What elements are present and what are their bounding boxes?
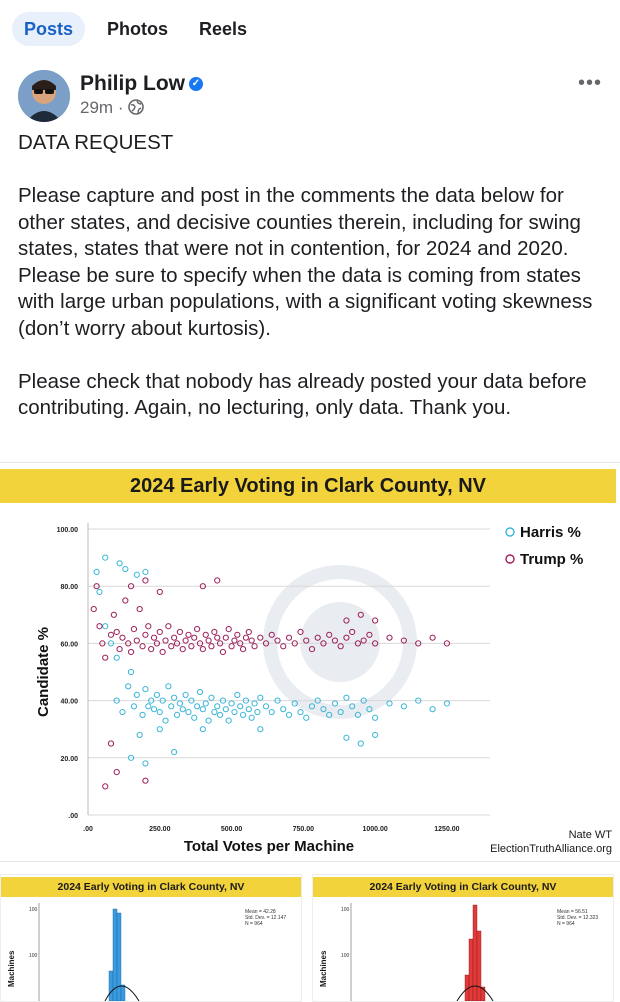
trump-point <box>169 644 174 649</box>
histogram-left-stat-sd: Std. Dev. = 12.147 <box>245 915 287 921</box>
trump-point <box>226 627 231 632</box>
trump-point <box>149 647 154 652</box>
trump-point <box>177 629 182 634</box>
trump-point <box>123 598 128 603</box>
trump-point <box>128 649 133 654</box>
harris-point <box>200 707 205 712</box>
harris-point <box>137 732 142 737</box>
harris-point <box>163 718 168 723</box>
harris-point <box>269 709 274 714</box>
y-tick-label: .00 <box>68 813 78 820</box>
histogram-left-plot <box>1 875 301 1001</box>
post-time[interactable]: 29m <box>80 98 114 117</box>
harris-point <box>344 735 349 740</box>
chart-credit: Nate WT <box>568 829 612 841</box>
trump-point <box>235 632 240 637</box>
harris-point <box>166 684 171 689</box>
harris-point <box>186 709 191 714</box>
harris-point <box>238 704 243 709</box>
legend-label-trump: Trump % <box>520 551 584 568</box>
harris-point <box>172 749 177 754</box>
harris-point <box>281 707 286 712</box>
trump-point <box>430 635 435 640</box>
trump-point <box>232 638 237 643</box>
trump-point <box>143 778 148 783</box>
harris-point <box>172 695 177 700</box>
harris-point <box>200 727 205 732</box>
harris-point <box>180 707 185 712</box>
trump-point <box>192 635 197 640</box>
harris-point <box>195 704 200 709</box>
histogram-right-bars <box>465 905 485 1001</box>
harris-point <box>120 709 125 714</box>
trump-point <box>114 770 119 775</box>
harris-point <box>157 727 162 732</box>
harris-point <box>373 732 378 737</box>
harris-point <box>255 709 260 714</box>
harris-point <box>192 715 197 720</box>
histogram-right-ylabel: Machines <box>319 950 328 987</box>
trump-point <box>117 647 122 652</box>
trump-point <box>143 578 148 583</box>
trump-point <box>387 635 392 640</box>
y-tick-label: 100.00 <box>56 527 78 534</box>
harris-point <box>258 727 263 732</box>
histogram-right-stat-sd: Std. Dev. = 12.323 <box>557 915 599 921</box>
author-name[interactable] <box>80 72 203 96</box>
trump-point <box>281 644 286 649</box>
trump-point <box>206 638 211 643</box>
x-tick-label: 1000.00 <box>362 826 388 833</box>
harris-point <box>146 704 151 709</box>
harris-point <box>217 712 222 717</box>
harris-point <box>103 555 108 560</box>
legend-marker-harris <box>506 528 514 536</box>
trump-point <box>286 635 291 640</box>
trump-point <box>157 589 162 594</box>
histogram-right-stat-mean: Mean = 56.51 <box>557 909 588 915</box>
harris-point <box>143 687 148 692</box>
trump-point <box>103 784 108 789</box>
hist-bar <box>477 931 481 1001</box>
trump-point <box>103 655 108 660</box>
harris-point <box>143 569 148 574</box>
harris-point <box>209 695 214 700</box>
histogram-right-title: 2024 Early Voting in Clark County, NV <box>313 877 613 897</box>
trump-point <box>215 578 220 583</box>
scatter-plot <box>0 507 616 857</box>
avatar-image <box>18 70 70 122</box>
hist-bar <box>473 905 477 1001</box>
tab-reels[interactable]: Reels <box>199 19 248 39</box>
trump-point <box>157 629 162 634</box>
x-tick-label: 250.00 <box>149 826 171 833</box>
harris-point <box>103 624 108 629</box>
legend-label-harris: Harris % <box>520 524 581 541</box>
trump-point <box>258 635 263 640</box>
harris-point <box>215 704 220 709</box>
trump-point <box>195 627 200 632</box>
globe-icon <box>128 99 144 115</box>
trump-point <box>143 632 148 637</box>
x-tick-label: 1250.00 <box>434 826 460 833</box>
harris-point <box>212 709 217 714</box>
harris-point <box>117 561 122 566</box>
histogram-right-ytick-top: 100 <box>341 907 350 913</box>
histogram-right-image[interactable] <box>312 874 614 1002</box>
harris-point <box>430 707 435 712</box>
harris-point <box>252 701 257 706</box>
harris-point <box>154 692 159 697</box>
tab-photos[interactable]: Photos <box>107 19 168 39</box>
x-tick-label: .00 <box>83 826 93 833</box>
post-meta <box>80 98 144 118</box>
trump-point <box>240 647 245 652</box>
hist-bar <box>121 985 125 1001</box>
harris-point <box>235 692 240 697</box>
trump-point <box>120 635 125 640</box>
trump-point <box>252 644 257 649</box>
harris-point <box>358 741 363 746</box>
harris-point <box>401 704 406 709</box>
harris-point <box>203 701 208 706</box>
trump-point <box>140 644 145 649</box>
trump-point <box>183 638 188 643</box>
trump-point <box>91 606 96 611</box>
x-tick-label: 500.00 <box>220 826 243 833</box>
y-axis-label: Candidate % <box>35 626 52 718</box>
harris-point <box>223 707 228 712</box>
trump-point <box>166 624 171 629</box>
trump-point <box>151 635 156 640</box>
harris-point <box>114 655 119 660</box>
trump-point <box>203 632 208 637</box>
trump-point <box>146 624 151 629</box>
trump-point <box>200 647 205 652</box>
meta-separator: · <box>117 98 124 117</box>
harris-point <box>94 569 99 574</box>
harris-point <box>131 704 136 709</box>
harris-point <box>258 695 263 700</box>
y-tick-label: 20.00 <box>60 755 78 763</box>
trump-point <box>223 635 228 640</box>
trump-point <box>108 741 113 746</box>
harris-point <box>140 712 145 717</box>
trump-point <box>243 635 248 640</box>
author-name-text[interactable]: Philip Low <box>80 72 185 95</box>
harris-point <box>177 701 182 706</box>
harris-point <box>387 701 392 706</box>
harris-point <box>263 704 268 709</box>
harris-point <box>143 761 148 766</box>
post-header <box>0 58 620 128</box>
trump-point <box>137 606 142 611</box>
harris-point <box>174 712 179 717</box>
harris-point <box>134 692 139 697</box>
trump-point <box>189 644 194 649</box>
y-tick-label: 80.00 <box>60 584 78 592</box>
watermark-logo <box>270 572 410 712</box>
harris-point <box>206 718 211 723</box>
histogram-left-title: 2024 Early Voting in Clark County, NV <box>1 877 301 897</box>
histogram-left-image[interactable] <box>0 874 302 1002</box>
trump-point <box>215 635 220 640</box>
harris-point <box>157 709 162 714</box>
trump-point <box>111 612 116 617</box>
histogram-right-plot <box>313 875 613 1001</box>
trump-point <box>212 629 217 634</box>
histogram-left-stat-mean: Mean = 42.28 <box>245 909 276 915</box>
trump-point <box>114 629 119 634</box>
harris-point <box>373 715 378 720</box>
harris-point <box>197 689 202 694</box>
trump-point <box>134 638 139 643</box>
harris-point <box>226 718 231 723</box>
y-tick-label: 40.00 <box>60 698 78 706</box>
trump-point <box>160 649 165 654</box>
chart-title: 2024 Early Voting in Clark County, NV <box>0 469 616 503</box>
hist-bar <box>469 939 473 1001</box>
harris-point <box>232 709 237 714</box>
x-axis-label: Total Votes per Machine <box>183 838 355 855</box>
trump-point <box>97 624 102 629</box>
harris-point <box>246 707 251 712</box>
harris-point <box>183 692 188 697</box>
trump-point <box>180 647 185 652</box>
harris-point <box>169 704 174 709</box>
tab-posts[interactable]: Posts <box>12 12 85 46</box>
trump-point <box>229 644 234 649</box>
trump-point <box>163 638 168 643</box>
chart-source: ElectionTruthAlliance.org <box>490 843 612 855</box>
harris-point <box>126 684 131 689</box>
harris-point <box>123 566 128 571</box>
harris-point <box>128 669 133 674</box>
profile-tabs <box>0 0 620 58</box>
trump-point <box>108 632 113 637</box>
harris-point <box>134 572 139 577</box>
x-tick-label: 750.00 <box>292 826 315 833</box>
histogram-right-ytick-mid: 100 <box>341 953 350 959</box>
harris-point <box>298 709 303 714</box>
trump-point <box>131 627 136 632</box>
harris-point <box>304 715 309 720</box>
hist-bar <box>109 971 113 1001</box>
harris-point <box>444 701 449 706</box>
histogram-left-ylabel: Machines <box>7 950 16 987</box>
histogram-left-stat-n: N = 964 <box>245 921 263 927</box>
trump-point <box>209 644 214 649</box>
hist-bar <box>117 913 121 1001</box>
trump-point <box>246 629 251 634</box>
trump-point <box>249 638 254 643</box>
histogram-left-ytick-mid: 100 <box>29 953 38 959</box>
post-image-grid <box>0 868 620 1000</box>
more-options-icon[interactable]: ••• <box>577 72 602 94</box>
avatar[interactable] <box>18 70 70 122</box>
trump-point <box>186 632 191 637</box>
scatter-chart-image[interactable] <box>0 462 620 862</box>
harris-point <box>286 712 291 717</box>
histogram-left-ytick-top: 100 <box>29 907 38 913</box>
histogram-right-stat-n: N = 964 <box>557 921 575 927</box>
harris-point <box>229 701 234 706</box>
harris-point <box>249 715 254 720</box>
trump-point <box>172 635 177 640</box>
harris-point <box>151 707 156 712</box>
harris-point <box>97 589 102 594</box>
y-tick-label: 60.00 <box>60 641 78 649</box>
post-text: DATA REQUEST Please capture and post in the comments the data below for other states, and decisive counties therein, including for swing states, states that were not in contention, for 2024 and 2020. Please be sure to specify when the data is coming from states with large urban populations, with a significant voting skewness (don’t worry about kurtosis). Please check that nobody has already posted your data before contributing. Again, no lecturing, only data. Thank you. <box>18 131 593 419</box>
trump-point <box>220 649 225 654</box>
harris-point <box>344 695 349 700</box>
legend-marker-trump <box>506 555 514 563</box>
verified-badge-icon: ✓ <box>189 77 203 91</box>
harris-point <box>240 712 245 717</box>
